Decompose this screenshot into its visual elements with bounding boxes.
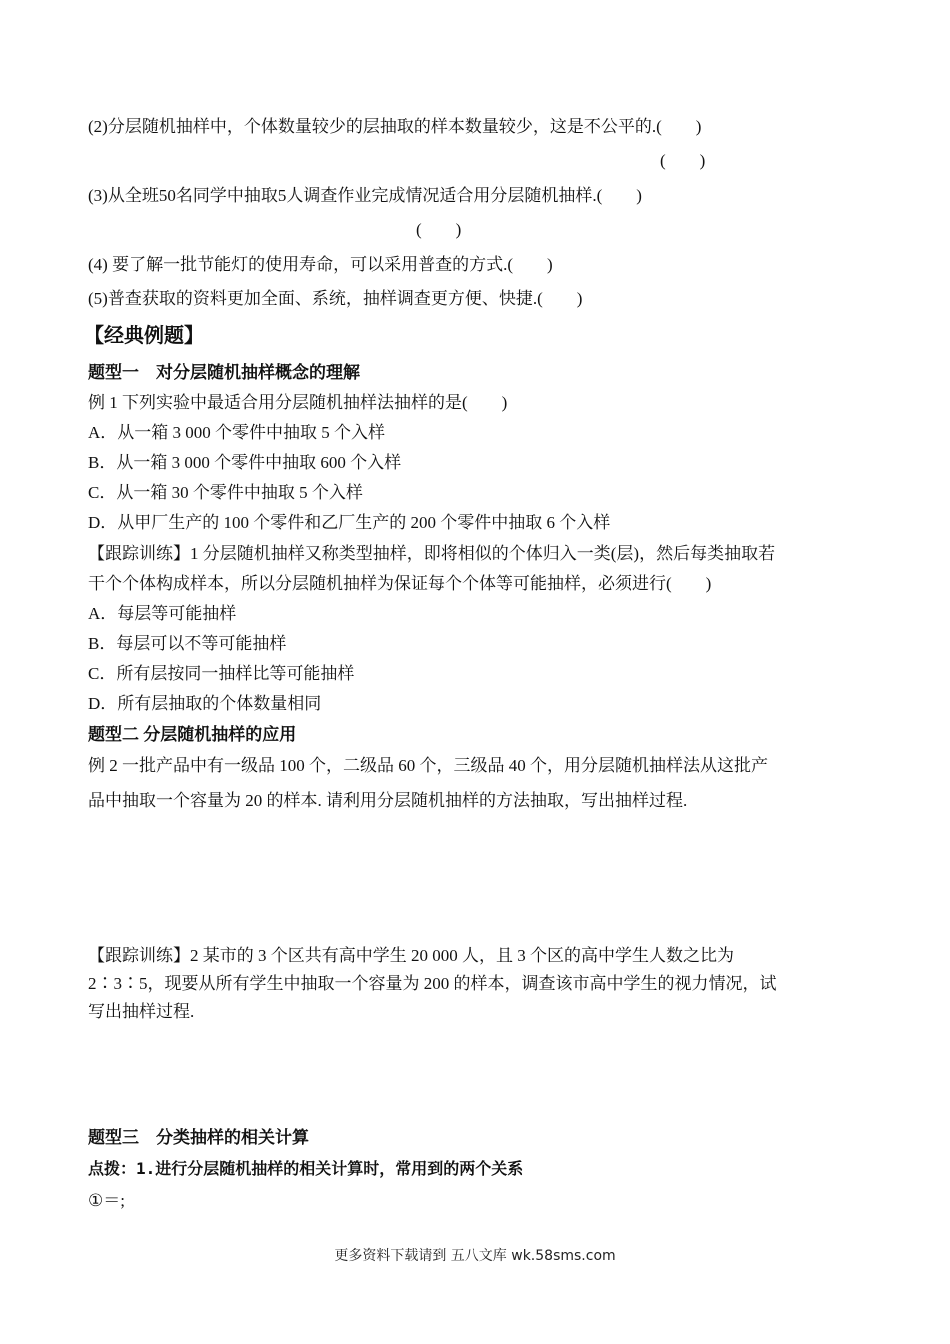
- training-option-c: C．所有层按同一抽样比等可能抽样: [88, 664, 355, 683]
- answer-paren: ( ): [416, 220, 462, 239]
- footer-text: 更多资料下载请到 五八文库 wk.58sms.com: [334, 1248, 616, 1264]
- type2-heading: 题型二 分层随机抽样的应用: [88, 725, 297, 744]
- training-2-line1: 【跟踪训练】2 某市的 3 个区共有高中学生 20 000 人，且 3 个区的高中学生人数之比为: [88, 946, 734, 965]
- option-c: C．从一箱 30 个零件中抽取 5 个入样: [88, 483, 363, 502]
- review-item-4: (4) 要了解一批节能灯的使用寿命，可以采用普查的方式.( ): [88, 255, 553, 274]
- review-item-2: (2)分层随机抽样中，个体数量较少的层抽取的样本数量较少，这是不公平的.( ): [88, 117, 702, 136]
- training-2-line2: 2∶3∶5，现要从所有学生中抽取一个容量为 200 的样本，调查该市高中学生的视力情况，试: [88, 974, 777, 993]
- training-option-a: A．每层等可能抽样: [88, 604, 237, 623]
- example-1: 例 1 下列实验中最适合用分层随机抽样法抽样的是( ): [88, 393, 508, 412]
- option-b: B．从一箱 3 000 个零件中抽取 600 个入样: [88, 453, 402, 472]
- answer-paren: ( ): [660, 151, 706, 170]
- review-item-5: (5)普查获取的资料更加全面、系统，抽样调查更方便、快捷.( ): [88, 289, 583, 308]
- example-2-line1: 例 2 一批产品中有一级品 100 个，二级品 60 个，三级品 40 个，用分层随机抽样法从这批产: [88, 756, 768, 775]
- training-2-line3: 写出抽样过程.: [88, 1002, 195, 1021]
- training-1-line1: 【跟踪训练】1 分层随机抽样又称类型抽样，即将相似的个体归入一类(层)，然后每类抽取若: [88, 544, 776, 563]
- type3-tip: 点拨：1.进行分层随机抽样的相关计算时，常用到的两个关系: [88, 1159, 524, 1178]
- option-a: A．从一箱 3 000 个零件中抽取 5 个入样: [88, 423, 386, 442]
- training-option-d: D．所有层抽取的个体数量相同: [88, 694, 322, 713]
- example-2-line2: 品中抽取一个容量为 20 的样本. 请利用分层随机抽样的方法抽取，写出抽样过程.: [88, 791, 688, 810]
- type1-heading: 题型一 对分层随机抽样概念的理解: [88, 363, 360, 382]
- type3-heading: 题型三 分类抽样的相关计算: [88, 1128, 309, 1147]
- review-item-3: (3)从全班50名同学中抽取5人调查作业完成情况适合用分层随机抽样.( ): [88, 186, 642, 205]
- section-title: 【经典例题】: [84, 325, 204, 347]
- option-d: D．从甲厂生产的 100 个零件和乙厂生产的 200 个零件中抽取 6 个入样: [88, 513, 611, 532]
- training-option-b: B．每层可以不等可能抽样: [88, 634, 287, 653]
- training-1-line2: 干个个体构成样本，所以分层随机抽样为保证每个个体等可能抽样，必须进行( ): [88, 574, 712, 593]
- formula-1: ①＝;: [88, 1191, 125, 1210]
